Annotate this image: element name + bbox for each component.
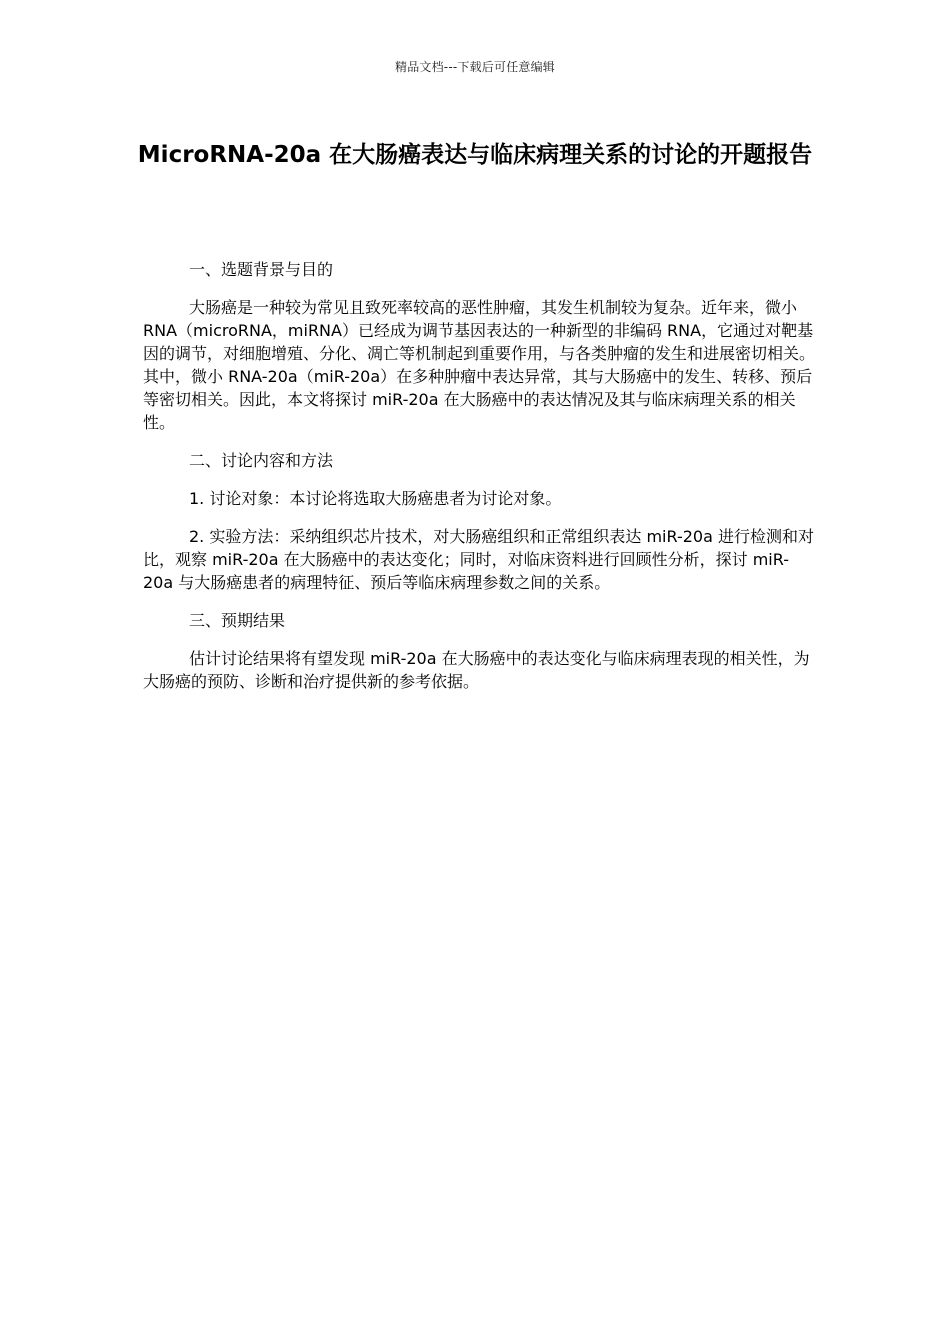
section-2-heading: 二、讨论内容和方法 — [189, 451, 334, 470]
document-body — [143, 258, 815, 708]
header-note: 精品文档---下载后可任意编辑 — [395, 60, 555, 74]
section-1-heading: 一、选题背景与目的 — [189, 260, 334, 279]
section-2-item-1: 1. 讨论对象：本讨论将选取大肠癌患者为讨论对象。 — [189, 489, 562, 508]
section-3-heading: 三、预期结果 — [189, 611, 286, 630]
section-1-paragraph: 大肠癌是一种较为常见且致死率较高的恶性肿瘤，其发生机制较为复杂。近年来，微小 RNA（microRNA，miRNA）已经成为调节基因表达的一种新型的非编码 RNA，它通过对靶基因的调节，对细胞增殖、分化、凋亡等机制起到重要作用，与各类肿瘤的发生和进展密切相关。其中，微小 RNA-20a（miR-20a）在多种肿瘤中表达异常，其与大肠癌中的发生、转移、预后等密切相关。因此，本文将探讨 miR-20a 在大肠癌中的表达情况及其与临床病理关系的相关性。 — [143, 298, 816, 432]
document-title: MicroRNA-20a 在大肠癌表达与临床病理关系的讨论的开题报告 — [137, 142, 813, 168]
section-3-paragraph: 估计讨论结果将有望发现 miR-20a 在大肠癌中的表达变化与临床病理表现的相关性，为大肠癌的预防、诊断和治疗提供新的参考依据。 — [143, 649, 810, 691]
section-2-item-2: 2. 实验方法：采纳组织芯片技术，对大肠癌组织和正常组织表达 miR-20a 进行检测和对比，观察 miR-20a 在大肠癌中的表达变化；同时，对临床资料进行回顾性分析，探讨 miR-20a 与大肠癌患者的病理特征、预后等临床病理参数之间的关系。 — [143, 527, 814, 592]
